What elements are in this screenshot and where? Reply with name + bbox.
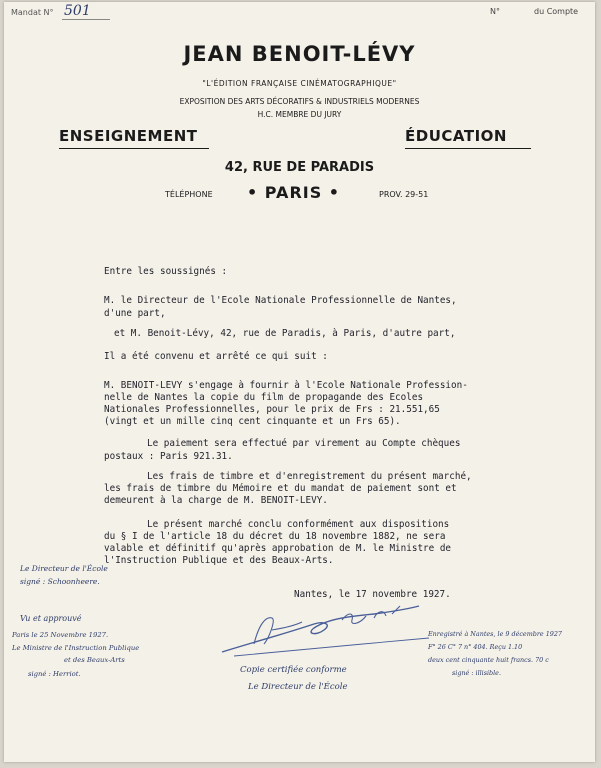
body-line: M. le Directeur de l'Ecole Nationale Professionnelle de Nantes, [104, 295, 457, 306]
director-note-line: Le Directeur de l'École [20, 564, 108, 573]
approval-note-line: Vu et approuvé [20, 614, 82, 623]
date-line: Nantes, le 17 novembre 1927. [294, 589, 451, 600]
body-line: Le présent marché conclu conformément aux dispositions [147, 519, 450, 530]
registration-note-line: F° 26 C° 7 n° 404. Reçu 1.10 [428, 643, 523, 651]
heading-education: ÉDUCATION [405, 127, 507, 145]
director-signature [214, 594, 444, 664]
body-line: Il a été convenu et arrêté ce qui suit : [104, 351, 328, 362]
registration-note-line: signé : illisible. [452, 669, 501, 677]
account-number-label: N° [490, 7, 500, 16]
heading-enseignement: ENSEIGNEMENT [59, 127, 198, 145]
approval-note-line: signé : Herriot. [28, 670, 81, 678]
body-line: Entre les soussignés : [104, 266, 228, 277]
approval-note-line: et des Beaux-Arts [64, 656, 125, 664]
heading-enseignement-underline [59, 148, 209, 149]
approval-note-line: Paris le 25 Novembre 1927. [12, 631, 109, 639]
telephone-number: PROV. 29-51 [379, 190, 429, 199]
body-line: (vingt et un mille cinq cent cinquante et un Frs 65). [104, 416, 401, 427]
body-line: nelle de Nantes la copie du film de propagande des Ecoles [104, 392, 424, 403]
letterhead-city: • PARIS • [247, 183, 341, 202]
letterhead-name: JEAN BENOIT-LÉVY [183, 42, 416, 66]
copy-certified-line: Le Directeur de l'École [248, 682, 348, 692]
mandat-label: Mandat N° [11, 8, 54, 17]
registration-note-line: Enregistré à Nantes, le 9 décembre 1927 [428, 630, 562, 638]
letterhead-line-3: H.C. MEMBRE DU JURY [257, 110, 342, 119]
letterhead-address: 42, RUE DE PARADIS [224, 160, 375, 175]
letterhead-line-2: EXPOSITION DES ARTS DÉCORATIFS & INDUSTRIELS MODERNES [179, 97, 420, 106]
body-line: Le paiement sera effectué par virement au Compte chèques [147, 438, 461, 449]
director-note-line: signé : Schoonheere. [20, 577, 100, 586]
body-line: et M. Benoit-Lévy, 42, rue de Paradis, à Paris, d'autre part, [114, 328, 456, 339]
letter-page [4, 2, 595, 762]
body-line: Les frais de timbre et d'enregistrement du présent marché, [147, 471, 472, 482]
body-line: postaux : Paris 921.31. [104, 451, 233, 462]
letterhead-line-1: "L'ÉDITION FRANÇAISE CINÉMATOGRAPHIQUE" [202, 79, 397, 88]
body-line: demeurent à la charge de M. BENOIT-LEVY. [104, 495, 328, 506]
account-label: du Compte [534, 7, 579, 16]
mandat-underline [62, 19, 110, 20]
copy-certified-line: Copie certifiée conforme [240, 665, 347, 675]
mandat-number: 501 [64, 3, 91, 19]
approval-note-line: Le Ministre de l'Instruction Publique [12, 644, 140, 652]
body-line: valable et définitif qu'après approbation de M. le Ministre de [104, 543, 452, 554]
body-line: M. BENOIT-LEVY s'engage à fournir à l'Ecole Nationale Profession- [104, 380, 468, 391]
body-line: Nationales Professionnelles, pour le prix de Frs : 21.551,65 [104, 404, 440, 415]
body-line: d'une part, [104, 308, 166, 319]
body-line: l'Instruction Publique et des Beaux-Arts. [104, 555, 334, 566]
registration-note-line: deux cent cinquante huit francs. 70 c [428, 656, 549, 664]
telephone-label: TÉLÉPHONE [165, 190, 213, 199]
heading-education-underline [405, 148, 531, 149]
body-line: du § I de l'article 18 du décret du 18 novembre 1882, ne sera [104, 531, 446, 542]
body-line: les frais de timbre du Mémoire et du mandat de paiement sont et [104, 483, 457, 494]
